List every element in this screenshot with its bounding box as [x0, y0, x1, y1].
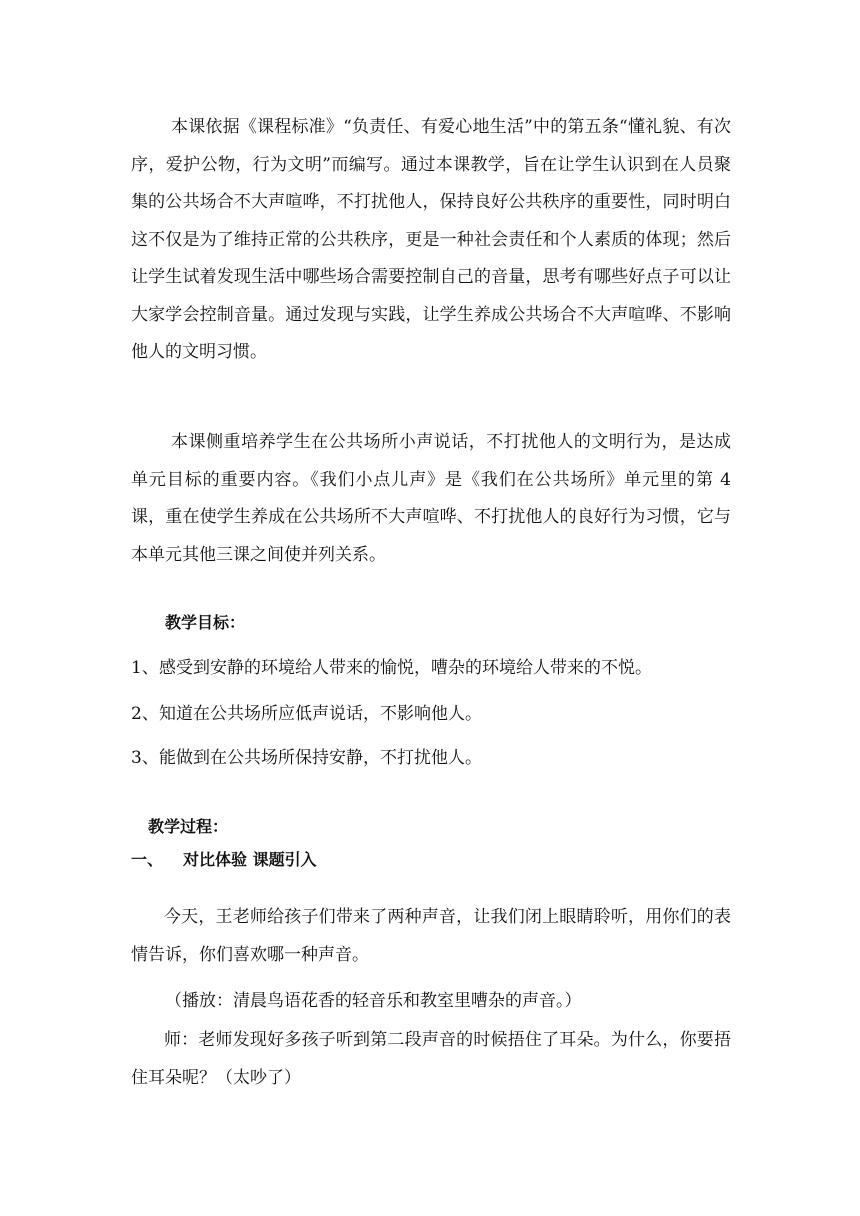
section-title-text: 对比体验 课题引入	[183, 850, 317, 869]
section-number: 一、	[131, 850, 164, 869]
objective-text: 感受到安静的环境给人带来的愉悦，嘈杂的环境给人带来的不悦。	[159, 658, 652, 678]
objective-item-3	[131, 746, 482, 770]
process-paragraph-1: 今天，王老师给孩子们带来了两种声音，让我们闭上眼睛聆听，用你们的表情告诉，你们喜欢哪一种声音。	[131, 907, 731, 965]
section-1-title	[131, 848, 317, 872]
intro-paragraph-2: 本课侧重培养学生在公共场所小声说话，不打扰他人的文明行为，是达成单元目标的重要内容。《我们小点儿声》是《我们在公共场所》单元里的第 4 课，重在使学生养成在公共场所不大声喧哗、不打扰他人的良好行为习惯，它与本单元其他三课之间使并列关系。	[131, 432, 731, 565]
intro-paragraph-1: 本课依据《课程标准》“负责任、有爱心地生活”中的第五条“懂礼貌、有次序，爱护公物，行为文明”而编写。通过本课教学，旨在让学生认识到在人员聚集的公共场合不大声喧哗，不打扰他人，保持良好公共秩序的重要性，同时明白这不仅是为了维持正常的公共秩序，更是一种社会责任和个人素质的体现；然后让学生试着发现生活中哪些场合需要控制自己的音量，思考有哪些好点子可以让大家学会控制音量。通过发现与实践，让学生养成公共场合不大声喧哗、不影响他人的文明习惯。	[131, 117, 731, 362]
process-paragraph-3: 师：老师发现好多孩子听到第二段声音的时候捂住了耳朵。为什么，你要捂住耳朵呢？（太吵了）	[131, 1030, 731, 1088]
objective-item-2	[131, 702, 482, 726]
process-paragraph-2: （播放：清晨鸟语花香的轻音乐和教室里嘈杂的声音。）	[165, 991, 582, 1011]
objectives-heading: 教学目标：	[165, 613, 246, 632]
objective-number: 3、	[131, 748, 159, 768]
objective-item-1	[131, 656, 652, 680]
objective-number: 2、	[131, 704, 159, 724]
objective-text: 知道在公共场所应低声说话，不影响他人。	[159, 704, 482, 724]
objective-text: 能做到在公共场所保持安静，不打扰他人。	[159, 748, 482, 768]
process-heading: 教学过程：	[148, 817, 229, 836]
objective-number: 1、	[131, 658, 159, 678]
